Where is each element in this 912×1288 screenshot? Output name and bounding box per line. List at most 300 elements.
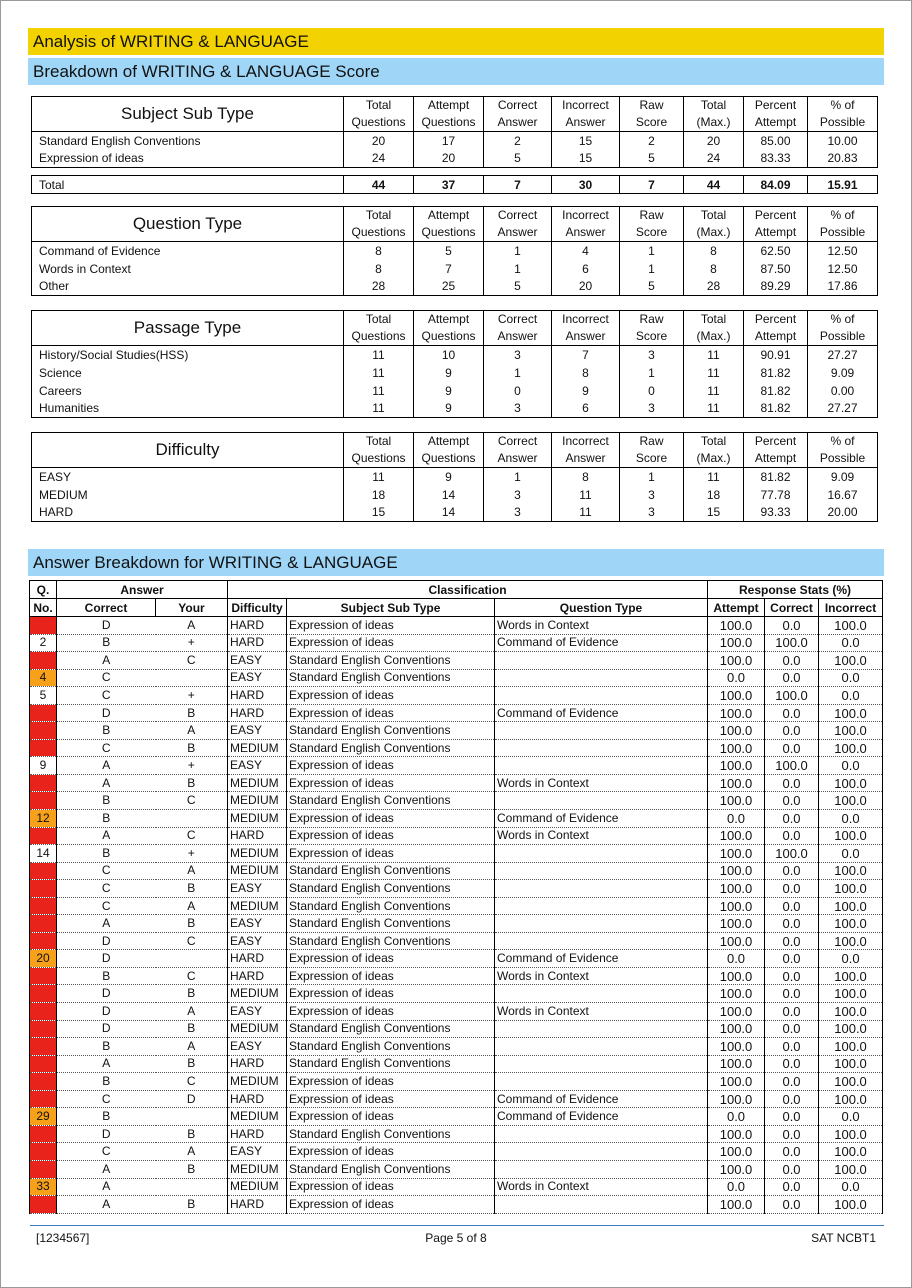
column-header: Questions [414, 224, 484, 242]
answer-row [30, 1038, 883, 1056]
incorrect-pct: 100.0 [819, 932, 883, 950]
question-number: 3 [30, 652, 57, 670]
question-number: 21 [30, 967, 57, 985]
column-header: Raw [620, 311, 684, 329]
incorrect-pct: 0.0 [819, 757, 883, 775]
row-value: 3 [484, 400, 552, 418]
row-value: 8 [552, 364, 620, 382]
row-value: 9.09 [808, 468, 878, 486]
total-value: 7 [620, 176, 684, 194]
row-value: 9 [414, 364, 484, 382]
row-label: MEDIUM [32, 486, 344, 504]
incorrect-pct: 100.0 [819, 1020, 883, 1038]
row-value: 62.50 [744, 242, 808, 260]
row-value: 27.27 [808, 400, 878, 418]
attempt-pct: 100.0 [708, 687, 765, 705]
attempt-pct: 100.0 [708, 1125, 765, 1143]
answer-row [30, 985, 883, 1003]
difficulty: HARD [228, 687, 287, 705]
row-value: 20 [684, 132, 744, 150]
answer-row [30, 862, 883, 880]
row-value: 25 [414, 278, 484, 296]
correct-answer: B [57, 634, 156, 652]
row-value: 18 [684, 486, 744, 504]
column-header: Total [344, 433, 414, 451]
subject-sub-type: Standard English Conventions [287, 792, 495, 810]
attempt-pct: 100.0 [708, 932, 765, 950]
subject-sub-type: Standard English Conventions [287, 722, 495, 740]
row-value: 9 [552, 382, 620, 400]
correct-answer: D [57, 985, 156, 1003]
column-header: Correct [484, 207, 552, 225]
row-value: 93.33 [744, 504, 808, 522]
subject-sub-type: Standard English Conventions [287, 652, 495, 670]
answer-row [30, 1196, 883, 1214]
subject-sub-type: Expression of ideas [287, 967, 495, 985]
question-number: 6 [30, 704, 57, 722]
summary-table-3 [31, 432, 878, 522]
row-value: 1 [620, 260, 684, 278]
column-header: Total [344, 97, 414, 115]
correct-pct: 0.0 [765, 1055, 819, 1073]
answer-row [30, 757, 883, 775]
row-value: 5 [620, 150, 684, 168]
summary-table-1 [31, 206, 878, 296]
incorrect-pct: 100.0 [819, 1038, 883, 1056]
subject-sub-type: Standard English Conventions [287, 1038, 495, 1056]
correct-pct: 0.0 [765, 739, 819, 757]
row-value: 28 [684, 278, 744, 296]
row-label: Humanities [32, 400, 344, 418]
answer-breakdown-table [29, 580, 883, 1214]
question-number: 12 [30, 810, 57, 828]
question-type: Words in Context [495, 827, 708, 845]
row-value: 8 [552, 468, 620, 486]
question-type: Command of Evidence [495, 810, 708, 828]
your-answer [156, 1178, 228, 1196]
subject-sub-type: Expression of ideas [287, 634, 495, 652]
row-label: Science [32, 364, 344, 382]
answer-row [30, 1020, 883, 1038]
row-value: 11 [552, 486, 620, 504]
footer-student-id: [1234567] [36, 1231, 90, 1245]
attempt-pct: 100.0 [708, 1020, 765, 1038]
correct-pct: 0.0 [765, 617, 819, 635]
incorrect-pct: 100.0 [819, 722, 883, 740]
question-type: Words in Context [495, 1003, 708, 1021]
correct-pct: 0.0 [765, 985, 819, 1003]
incorrect-pct: 100.0 [819, 880, 883, 898]
subject-sub-type: Expression of ideas [287, 1196, 495, 1214]
correct-answer: B [57, 810, 156, 828]
difficulty: EASY [228, 1143, 287, 1161]
row-value: 8 [344, 242, 414, 260]
column-header: Incorrect [552, 433, 620, 451]
row-value: 3 [484, 504, 552, 522]
question-number: 20 [30, 950, 57, 968]
subject-sub-type: Expression of ideas [287, 1143, 495, 1161]
incorrect-pct: 100.0 [819, 1073, 883, 1091]
answer-row [30, 774, 883, 792]
correct-pct-header: Correct [765, 599, 819, 617]
row-value: 2 [484, 132, 552, 150]
summary-row [32, 468, 878, 486]
answer-row [30, 1108, 883, 1126]
question-number: 13 [30, 827, 57, 845]
row-value: 17 [414, 132, 484, 150]
row-value: 5 [484, 278, 552, 296]
question-type: Words in Context [495, 774, 708, 792]
answer-row [30, 687, 883, 705]
total-value: 44 [344, 176, 414, 194]
attempt-pct: 100.0 [708, 1055, 765, 1073]
row-value: 11 [344, 364, 414, 382]
difficulty: MEDIUM [228, 845, 287, 863]
question-type [495, 1125, 708, 1143]
row-value: 81.82 [744, 400, 808, 418]
answer-row [30, 739, 883, 757]
attempt-pct: 100.0 [708, 652, 765, 670]
subject-sub-type: Expression of ideas [287, 950, 495, 968]
column-header: Questions [414, 114, 484, 132]
attempt-pct: 100.0 [708, 1073, 765, 1091]
correct-pct: 0.0 [765, 774, 819, 792]
column-header: Total [344, 311, 414, 329]
answer-row [30, 1143, 883, 1161]
row-label: HARD [32, 504, 344, 522]
column-header: Attempt [744, 328, 808, 346]
incorrect-pct: 0.0 [819, 845, 883, 863]
correct-answer: C [57, 687, 156, 705]
column-header: % of [808, 311, 878, 329]
column-header: Attempt [744, 224, 808, 242]
summary-table-0 [31, 96, 878, 194]
subject-sub-type: Standard English Conventions [287, 932, 495, 950]
attempt-pct: 0.0 [708, 950, 765, 968]
subject-sub-type: Standard English Conventions [287, 1055, 495, 1073]
subject-sub-type: Expression of ideas [287, 687, 495, 705]
subject-sub-type: Expression of ideas [287, 827, 495, 845]
correct-pct: 0.0 [765, 1003, 819, 1021]
answer-row [30, 897, 883, 915]
summary-row [32, 346, 878, 364]
question-type: Words in Context [495, 617, 708, 635]
attempt-pct: 0.0 [708, 669, 765, 687]
question-number: 30 [30, 1125, 57, 1143]
question-type [495, 1055, 708, 1073]
summary-row [32, 486, 878, 504]
question-type [495, 845, 708, 863]
question-type: Words in Context [495, 967, 708, 985]
question-type [495, 757, 708, 775]
row-value: 9 [414, 468, 484, 486]
row-value: 1 [620, 468, 684, 486]
incorrect-pct: 100.0 [819, 827, 883, 845]
question-number: 31 [30, 1143, 57, 1161]
your-answer: B [156, 985, 228, 1003]
column-header: Raw [620, 207, 684, 225]
row-label: Standard English Conventions [32, 132, 344, 150]
column-header: Raw [620, 433, 684, 451]
q-header: Q. [30, 581, 57, 599]
attempt-pct: 100.0 [708, 739, 765, 757]
row-value: 12.50 [808, 242, 878, 260]
subject-sub-type: Expression of ideas [287, 985, 495, 1003]
column-header: Raw [620, 97, 684, 115]
column-header: Attempt [414, 97, 484, 115]
incorrect-pct: 0.0 [819, 950, 883, 968]
attempt-pct: 100.0 [708, 897, 765, 915]
column-header: Correct [484, 97, 552, 115]
row-value: 90.91 [744, 346, 808, 364]
correct-pct: 0.0 [765, 669, 819, 687]
incorrect-pct: 100.0 [819, 617, 883, 635]
your-answer: A [156, 1003, 228, 1021]
question-type [495, 880, 708, 898]
column-header: Total [344, 207, 414, 225]
difficulty: MEDIUM [228, 897, 287, 915]
difficulty: MEDIUM [228, 1178, 287, 1196]
question-number: 28 [30, 1090, 57, 1108]
answer-row [30, 1125, 883, 1143]
your-answer: B [156, 704, 228, 722]
difficulty: HARD [228, 704, 287, 722]
correct-answer: C [57, 1143, 156, 1161]
correct-pct: 100.0 [765, 757, 819, 775]
your-answer: A [156, 722, 228, 740]
row-value: 20.00 [808, 504, 878, 522]
attempt-pct: 100.0 [708, 1196, 765, 1214]
correct-pct: 0.0 [765, 880, 819, 898]
answer-row [30, 722, 883, 740]
total-value: 37 [414, 176, 484, 194]
no-header: No. [30, 599, 57, 617]
column-header: Correct [484, 433, 552, 451]
incorrect-pct: 0.0 [819, 810, 883, 828]
correct-answer: C [57, 880, 156, 898]
row-value: 0 [620, 382, 684, 400]
column-header: (Max.) [684, 450, 744, 468]
subject-sub-type: Expression of ideas [287, 704, 495, 722]
difficulty: MEDIUM [228, 739, 287, 757]
your-answer: B [156, 739, 228, 757]
question-number: 2 [30, 634, 57, 652]
attempt-pct: 100.0 [708, 1160, 765, 1178]
attempt-pct: 100.0 [708, 845, 765, 863]
question-type [495, 739, 708, 757]
subject-sub-type: Standard English Conventions [287, 739, 495, 757]
question-number: 5 [30, 687, 57, 705]
correct-answer: A [57, 827, 156, 845]
question-number: 1 [30, 617, 57, 635]
correct-answer: A [57, 1160, 156, 1178]
attempt-pct: 100.0 [708, 880, 765, 898]
question-type [495, 792, 708, 810]
difficulty: MEDIUM [228, 862, 287, 880]
correct-answer: B [57, 792, 156, 810]
column-header: Questions [344, 450, 414, 468]
row-value: 20.83 [808, 150, 878, 168]
row-value: 16.67 [808, 486, 878, 504]
row-value: 3 [484, 346, 552, 364]
question-number: 29 [30, 1108, 57, 1126]
your-answer [156, 669, 228, 687]
footer-page-number: Page 5 of 8 [425, 1231, 487, 1245]
column-header: Answer [484, 114, 552, 132]
correct-answer: C [57, 897, 156, 915]
correct-pct: 100.0 [765, 687, 819, 705]
incorrect-pct: 0.0 [819, 669, 883, 687]
row-value: 24 [344, 150, 414, 168]
correct-answer: D [57, 617, 156, 635]
subject-sub-type: Standard English Conventions [287, 1125, 495, 1143]
summary-table-title: Difficulty [32, 433, 344, 468]
summary-row [32, 132, 878, 150]
column-header: Questions [414, 450, 484, 468]
column-header: Attempt [744, 114, 808, 132]
question-number: 10 [30, 774, 57, 792]
question-type: Command of Evidence [495, 1090, 708, 1108]
your-answer: B [156, 915, 228, 933]
incorrect-pct: 100.0 [819, 1196, 883, 1214]
row-value: 81.82 [744, 382, 808, 400]
attempt-pct: 100.0 [708, 862, 765, 880]
row-value: 5 [620, 278, 684, 296]
row-value: 83.33 [744, 150, 808, 168]
row-value: 11 [344, 382, 414, 400]
row-value: 0 [484, 382, 552, 400]
attempt-pct: 100.0 [708, 1143, 765, 1161]
correct-pct: 0.0 [765, 1108, 819, 1126]
your-answer: C [156, 827, 228, 845]
question-type [495, 1038, 708, 1056]
correct-pct: 0.0 [765, 1073, 819, 1091]
correct-answer: A [57, 1055, 156, 1073]
answer-row [30, 634, 883, 652]
difficulty: EASY [228, 932, 287, 950]
correct-pct: 100.0 [765, 845, 819, 863]
incorrect-pct: 100.0 [819, 1003, 883, 1021]
row-value: 4 [552, 242, 620, 260]
subject-sub-type: Expression of ideas [287, 617, 495, 635]
correct-pct: 100.0 [765, 634, 819, 652]
correct-answer: C [57, 1090, 156, 1108]
question-number: 14 [30, 845, 57, 863]
your-answer: + [156, 757, 228, 775]
correct-answer: A [57, 652, 156, 670]
row-value: 89.29 [744, 278, 808, 296]
your-answer [156, 810, 228, 828]
difficulty: HARD [228, 1055, 287, 1073]
question-type [495, 897, 708, 915]
row-value: 27.27 [808, 346, 878, 364]
row-value: 11 [344, 346, 414, 364]
difficulty: EASY [228, 880, 287, 898]
incorrect-pct: 0.0 [819, 687, 883, 705]
column-header: (Max.) [684, 328, 744, 346]
question-number: 11 [30, 792, 57, 810]
correct-answer: B [57, 967, 156, 985]
incorrect-pct: 100.0 [819, 1055, 883, 1073]
correct-answer: A [57, 915, 156, 933]
question-number: 8 [30, 739, 57, 757]
column-header: Possible [808, 450, 878, 468]
difficulty: MEDIUM [228, 1108, 287, 1126]
row-value: 2 [620, 132, 684, 150]
row-value: 11 [684, 468, 744, 486]
column-header: (Max.) [684, 114, 744, 132]
difficulty: HARD [228, 950, 287, 968]
incorrect-pct: 100.0 [819, 792, 883, 810]
difficulty: HARD [228, 1125, 287, 1143]
correct-answer: D [57, 704, 156, 722]
question-type [495, 1143, 708, 1161]
correct-pct: 0.0 [765, 862, 819, 880]
subject-sub-type: Standard English Conventions [287, 880, 495, 898]
incorrect-pct: 0.0 [819, 1108, 883, 1126]
question-type [495, 1073, 708, 1091]
response-stats-header: Response Stats (%) [708, 581, 883, 599]
subject-sub-type: Standard English Conventions [287, 862, 495, 880]
subject-sub-type: Standard English Conventions [287, 1160, 495, 1178]
row-value: 1 [620, 242, 684, 260]
row-value: 6 [552, 400, 620, 418]
question-number: 7 [30, 722, 57, 740]
correct-answer: A [57, 757, 156, 775]
row-value: 15 [344, 504, 414, 522]
row-value: 8 [684, 242, 744, 260]
summary-row [32, 150, 878, 168]
total-row [32, 176, 878, 194]
answer-row [30, 792, 883, 810]
row-value: 11 [684, 382, 744, 400]
your-answer: B [156, 774, 228, 792]
your-answer: D [156, 1090, 228, 1108]
row-value: 3 [620, 400, 684, 418]
summary-table-title: Passage Type [32, 311, 344, 346]
your-answer: A [156, 617, 228, 635]
subject-sub-type: Standard English Conventions [287, 915, 495, 933]
row-value: 7 [414, 260, 484, 278]
row-value: 12.50 [808, 260, 878, 278]
total-value: 84.09 [744, 176, 808, 194]
incorrect-pct: 100.0 [819, 774, 883, 792]
incorrect-pct: 100.0 [819, 1125, 883, 1143]
correct-pct: 0.0 [765, 1143, 819, 1161]
row-value: 10.00 [808, 132, 878, 150]
column-header: Questions [344, 114, 414, 132]
answer-row [30, 669, 883, 687]
correct-header: Correct [57, 599, 156, 617]
question-type [495, 915, 708, 933]
subject-sub-type: Expression of ideas [287, 1090, 495, 1108]
column-header: Score [620, 114, 684, 132]
row-value: 18 [344, 486, 414, 504]
row-value: 17.86 [808, 278, 878, 296]
row-value: 3 [484, 486, 552, 504]
column-header: Answer [552, 224, 620, 242]
column-header: Correct [484, 311, 552, 329]
column-header: (Max.) [684, 224, 744, 242]
column-header: Score [620, 450, 684, 468]
row-value: 28 [344, 278, 414, 296]
your-answer: A [156, 1038, 228, 1056]
difficulty: EASY [228, 652, 287, 670]
row-value: 14 [414, 486, 484, 504]
column-header: Possible [808, 224, 878, 242]
column-header: Possible [808, 328, 878, 346]
question-type [495, 652, 708, 670]
